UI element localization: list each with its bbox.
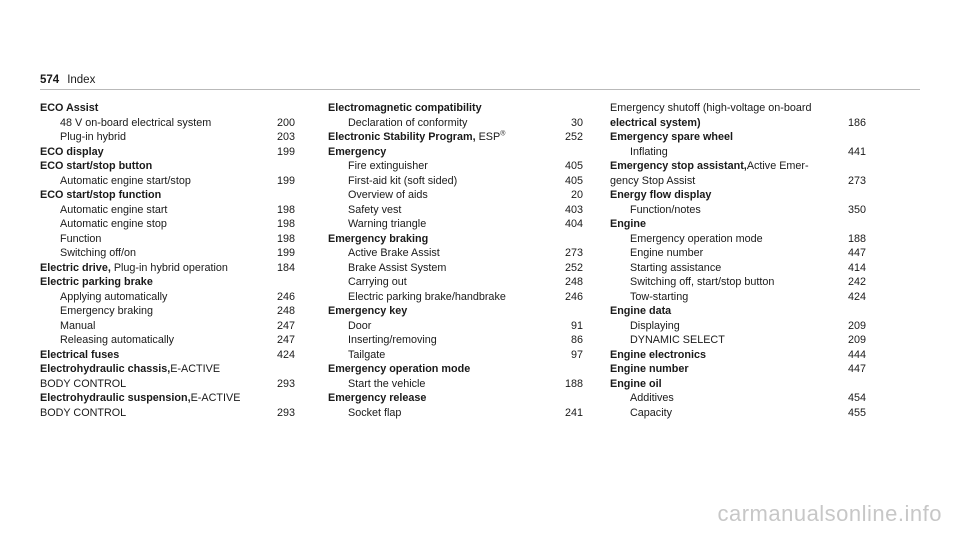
sub-entry-label: Automatic engine stop <box>60 218 167 230</box>
entry-heading-row[interactable] <box>610 116 866 131</box>
index-entry <box>610 101 866 130</box>
entry-continuation-row[interactable] <box>40 406 295 421</box>
sub-entry-label: Automatic engine start <box>60 203 168 216</box>
entry-heading-row <box>40 391 295 406</box>
page-ref[interactable]: 188 <box>847 232 866 245</box>
entry-heading-cont: electrical system) <box>610 116 701 129</box>
sub-entry-label: Inserting/removing <box>348 334 437 346</box>
entry-heading-row <box>610 159 866 174</box>
entry-heading: Emergency <box>328 145 387 158</box>
sub-entry-label: Electric parking brake/handbrake <box>348 290 506 303</box>
sub-entry-label: Emergency operation mode <box>630 232 763 245</box>
entry-heading-row <box>328 145 583 160</box>
index-entry <box>328 145 583 232</box>
entry-heading-row <box>328 232 583 247</box>
entry-heading-row[interactable] <box>40 145 295 160</box>
sub-entry[interactable] <box>610 261 866 276</box>
sub-entry[interactable] <box>40 217 295 232</box>
index-column-1 <box>40 101 295 420</box>
sub-entry-label: Automatic engine start/stop <box>60 174 191 187</box>
page-ref[interactable]: 252 <box>564 261 583 274</box>
index-entry <box>610 362 866 377</box>
page-ref[interactable]: 184 <box>276 261 295 274</box>
entry-heading: Emergency braking <box>328 232 429 245</box>
sub-entry-label: Safety vest <box>348 203 402 216</box>
page-ref[interactable]: 350 <box>847 203 866 216</box>
sub-entry[interactable] <box>328 246 583 261</box>
page-ref[interactable]: 403 <box>564 203 583 216</box>
sub-entry[interactable] <box>610 391 866 406</box>
page-ref[interactable]: 447 <box>847 363 866 375</box>
page-ref[interactable]: 198 <box>276 218 295 230</box>
page-ref[interactable]: 97 <box>570 348 583 361</box>
page-ref[interactable]: 273 <box>564 247 583 259</box>
index-column-3 <box>610 101 866 420</box>
sub-entry[interactable] <box>610 275 866 290</box>
entry-heading: Electrohydraulic suspension, <box>40 392 191 404</box>
entry-heading-row[interactable] <box>610 362 866 377</box>
page-ref[interactable]: 86 <box>570 334 583 346</box>
sub-entry-label: First-aid kit (soft sided) <box>348 174 458 187</box>
page-ref[interactable]: 441 <box>847 145 866 158</box>
sub-entry[interactable] <box>40 333 295 348</box>
entry-heading: Emergency operation mode <box>328 363 471 375</box>
entry-heading: Engine data <box>610 305 672 317</box>
page-number: 574 <box>40 74 60 86</box>
sub-entry-label: Additives <box>630 392 674 404</box>
entry-heading-row <box>40 362 295 377</box>
page-ref[interactable]: 414 <box>847 261 866 274</box>
sub-entry-label: Engine number <box>630 247 704 259</box>
sub-entry[interactable] <box>328 217 583 232</box>
page-ref[interactable]: 248 <box>564 276 583 288</box>
entry-heading: Emergency stop assistant, <box>610 160 747 172</box>
index-entry <box>328 391 583 420</box>
watermark: carmanualsonline.info <box>717 501 942 526</box>
sub-entry-label: Warning triangle <box>348 218 427 230</box>
entry-heading-row <box>40 101 295 116</box>
index-entry <box>328 304 583 362</box>
sub-entry-label: Function/notes <box>630 203 701 216</box>
page-ref[interactable]: 246 <box>564 290 583 303</box>
page-ref[interactable]: 209 <box>847 334 866 346</box>
sub-entry[interactable] <box>328 275 583 290</box>
sub-entry[interactable] <box>40 232 295 247</box>
index-entry <box>610 159 866 188</box>
registered-mark: ® <box>500 130 506 138</box>
entry-qualifier: E-ACTIVE <box>170 363 221 375</box>
sub-entry[interactable] <box>328 290 583 305</box>
index-entry <box>40 362 295 391</box>
sub-entry-label: Manual <box>60 319 96 332</box>
entry-label <box>40 348 119 363</box>
index-entry <box>610 130 866 159</box>
entry-heading: Electric parking brake <box>40 276 153 288</box>
page-ref[interactable]: 252 <box>564 131 583 143</box>
sub-entry-label: Emergency braking <box>60 305 154 317</box>
sub-entry[interactable] <box>40 130 295 145</box>
page-header <box>40 72 95 88</box>
page-ref[interactable]: 293 <box>276 377 295 390</box>
index-entry <box>328 232 583 305</box>
entry-heading: ECO start/stop function <box>40 189 162 201</box>
sub-entry[interactable] <box>610 246 866 261</box>
entry-heading-row <box>610 217 866 232</box>
entry-heading: Electric drive, <box>40 261 111 274</box>
entry-heading-row <box>328 362 583 377</box>
entry-heading-row <box>328 101 583 116</box>
index-entry <box>610 304 866 348</box>
entry-heading: Engine <box>610 218 646 230</box>
entry-continuation-row[interactable] <box>610 174 866 189</box>
entry-heading-row[interactable] <box>328 130 583 145</box>
sub-entry-label: Starting assistance <box>630 261 722 274</box>
sub-entry[interactable] <box>328 261 583 276</box>
sub-entry[interactable] <box>328 116 583 131</box>
entry-heading-row <box>40 275 295 290</box>
sub-entry[interactable] <box>40 290 295 305</box>
entry-heading: Electromagnetic compatibility <box>328 102 482 114</box>
entry-label <box>40 261 228 276</box>
entry-label <box>610 348 706 363</box>
sub-entry-label: Declaration of conformity <box>348 116 468 129</box>
page-ref[interactable]: 199 <box>276 247 295 259</box>
entry-heading: Engine number <box>610 363 689 375</box>
entry-label <box>328 130 505 145</box>
entry-heading-row[interactable] <box>40 261 295 276</box>
entry-heading: ECO display <box>40 145 104 158</box>
sub-entry-label: 48 V on-board electrical system <box>60 116 212 129</box>
entry-heading-row <box>610 377 866 392</box>
index-entry <box>610 217 866 304</box>
page-ref[interactable]: 454 <box>847 392 866 404</box>
page-ref[interactable]: 444 <box>847 348 866 361</box>
sub-entry[interactable] <box>328 159 583 174</box>
entry-heading: ECO start/stop button <box>40 160 153 172</box>
sub-entry[interactable] <box>328 406 583 421</box>
sub-entry[interactable] <box>610 290 866 305</box>
entry-heading: Emergency spare wheel <box>610 131 734 143</box>
entry-qualifier: E-ACTIVE <box>190 392 241 404</box>
header-divider <box>40 89 920 90</box>
sub-entry-label: Active Brake Assist <box>348 247 440 259</box>
index-entry <box>40 348 295 363</box>
index-entry <box>40 159 295 188</box>
sub-entry-label: Fire extinguisher <box>348 160 428 172</box>
entry-heading-row <box>610 304 866 319</box>
sub-entry[interactable] <box>328 333 583 348</box>
page-ref[interactable]: 242 <box>847 276 866 288</box>
page-ref[interactable]: 203 <box>276 131 295 143</box>
sub-entry-label: Applying automatically <box>60 290 168 303</box>
entry-continuation: BODY CONTROL <box>40 377 127 390</box>
entry-heading-row <box>40 159 295 174</box>
page-ref[interactable]: 424 <box>847 290 866 303</box>
page-ref[interactable]: 188 <box>564 377 583 390</box>
sub-entry-label: Function <box>60 232 102 245</box>
entry-heading: Emergency release <box>328 392 427 404</box>
page-ref[interactable]: 200 <box>276 116 295 129</box>
entry-heading-row <box>328 304 583 319</box>
sub-entry-label: Brake Assist System <box>348 261 447 274</box>
entry-label <box>40 145 104 160</box>
sub-entry-label: Releasing automatically <box>60 334 175 346</box>
page-ref[interactable]: 20 <box>570 189 583 201</box>
index-entry <box>610 188 866 217</box>
page-ref[interactable]: 404 <box>564 218 583 230</box>
index-entry <box>328 362 583 391</box>
entry-continuation: gency Stop Assist <box>610 174 696 187</box>
entry-qualifier: Plug-in hybrid operation <box>110 261 228 274</box>
page-ref[interactable]: 91 <box>570 319 583 332</box>
index-entry <box>610 377 866 421</box>
entry-heading-row[interactable] <box>610 348 866 363</box>
sub-entry-label: Tow-starting <box>630 290 689 303</box>
index-entry <box>328 101 583 130</box>
page-ref[interactable]: 241 <box>564 406 583 419</box>
page-ref[interactable]: 209 <box>847 319 866 332</box>
sub-entry[interactable] <box>40 116 295 131</box>
index-entry <box>328 130 583 145</box>
page-ref[interactable]: 198 <box>276 232 295 245</box>
index-entry <box>40 275 295 348</box>
page-ref[interactable]: 405 <box>564 160 583 172</box>
page-ref[interactable]: 455 <box>847 406 866 419</box>
sub-entry-label: Switching off/on <box>60 247 137 259</box>
page-ref[interactable]: 273 <box>847 174 866 187</box>
sub-entry[interactable] <box>610 333 866 348</box>
sub-entry[interactable] <box>328 377 583 392</box>
sub-entry-label: Socket flap <box>348 406 402 419</box>
index-entry <box>40 261 295 276</box>
sub-entry-label: Carrying out <box>348 276 407 288</box>
sub-entry[interactable] <box>328 348 583 363</box>
page-ref[interactable]: 424 <box>276 348 295 361</box>
sub-entry-label: Tailgate <box>348 348 386 361</box>
entry-heading: Electrical fuses <box>40 348 120 361</box>
page-ref[interactable]: 405 <box>564 174 583 187</box>
entry-heading-row <box>328 391 583 406</box>
section-title: Index <box>67 74 96 86</box>
sub-entry[interactable] <box>328 319 583 334</box>
sub-entry[interactable] <box>610 145 866 160</box>
entry-qualifier: ESP <box>475 131 501 143</box>
entry-heading-row[interactable] <box>40 348 295 363</box>
page-ref[interactable]: 246 <box>276 290 295 303</box>
sub-entry-label: Overview of aids <box>348 189 428 201</box>
sub-entry[interactable] <box>328 174 583 189</box>
sub-entry[interactable] <box>40 304 295 319</box>
sub-entry-label: Capacity <box>630 406 673 419</box>
index-column-2 <box>328 101 583 420</box>
index-entry <box>40 188 295 261</box>
sub-entry-label: Start the vehicle <box>348 377 426 390</box>
entry-heading: Emergency key <box>328 305 408 317</box>
sub-entry-label: Plug-in hybrid <box>60 131 127 143</box>
sub-entry[interactable] <box>610 203 866 218</box>
sub-entry-label: Inflating <box>630 145 668 158</box>
entry-label <box>610 362 689 377</box>
sub-entry[interactable] <box>610 319 866 334</box>
entry-heading: ECO Assist <box>40 102 99 114</box>
page-ref[interactable]: 447 <box>847 247 866 259</box>
entry-continuation: BODY CONTROL <box>40 406 127 419</box>
index-entry <box>40 391 295 420</box>
entry-heading: Energy flow display <box>610 189 712 201</box>
entry-heading: Emergency shutoff (high-voltage on-board <box>610 102 812 114</box>
page-ref[interactable]: 199 <box>276 174 295 187</box>
entry-heading-row <box>610 130 866 145</box>
page-ref[interactable]: 30 <box>570 116 583 129</box>
page-ref[interactable]: 198 <box>276 203 295 216</box>
sub-entry-label: Door <box>348 319 372 332</box>
page-ref[interactable]: 248 <box>276 305 295 317</box>
sub-entry-label: Switching off, start/stop button <box>630 276 775 288</box>
sub-entry[interactable] <box>40 203 295 218</box>
entry-continuation-row[interactable] <box>40 377 295 392</box>
entry-qualifier: Active Emer- <box>746 160 809 172</box>
entry-heading-row <box>610 188 866 203</box>
sub-entry[interactable] <box>610 406 866 421</box>
sub-entry[interactable] <box>610 232 866 247</box>
sub-entry[interactable] <box>328 188 583 203</box>
entry-heading: Electronic Stability Program, <box>328 131 476 143</box>
index-entry <box>40 101 295 145</box>
page-ref[interactable]: 186 <box>847 116 866 129</box>
entry-heading-row <box>40 188 295 203</box>
page-ref[interactable]: 247 <box>276 319 295 332</box>
entry-heading: Engine electronics <box>610 348 707 361</box>
sub-entry[interactable] <box>40 246 295 261</box>
sub-entry[interactable] <box>40 174 295 189</box>
entry-heading: Engine oil <box>610 377 662 390</box>
sub-entry[interactable] <box>40 319 295 334</box>
page-ref[interactable]: 247 <box>276 334 295 346</box>
sub-entry-label: DYNAMIC SELECT <box>630 334 725 346</box>
index-entry <box>610 348 866 363</box>
sub-entry-label: Displaying <box>630 319 680 332</box>
sub-entry[interactable] <box>328 203 583 218</box>
index-entry <box>40 145 295 160</box>
entry-heading: Electrohydraulic chassis, <box>40 363 171 375</box>
page-ref[interactable]: 199 <box>276 145 295 158</box>
page-ref[interactable]: 293 <box>276 406 295 419</box>
